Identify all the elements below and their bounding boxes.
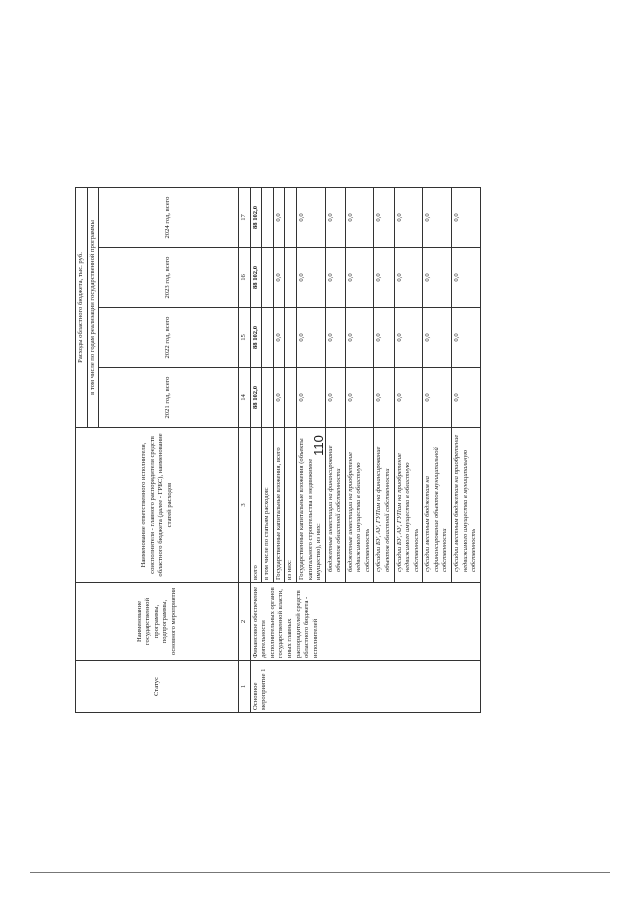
header-2023: 2023 год, всего bbox=[99, 248, 239, 308]
value-2022: 0,0 bbox=[345, 308, 374, 368]
value-2022: 0,0 bbox=[394, 308, 423, 368]
page-number: 110 bbox=[310, 435, 326, 456]
col-number: 16 bbox=[239, 248, 251, 308]
value-2022 bbox=[262, 308, 274, 368]
value-2022: 0,0 bbox=[325, 308, 345, 368]
header-years-sub: в том числе по годам реализации государственной программы bbox=[87, 188, 99, 428]
value-2024: 0,0 bbox=[345, 188, 374, 248]
value-2021 bbox=[285, 368, 297, 428]
row-label: всего bbox=[250, 428, 262, 583]
value-2023: 0,0 bbox=[423, 248, 452, 308]
value-2024: 0,0 bbox=[374, 188, 394, 248]
value-2024 bbox=[262, 188, 274, 248]
value-2024: 0,0 bbox=[423, 188, 452, 248]
program-cell: Финансовое обеспечение деятельности исполнительных органов государственной власти, иных главных распорядителей средств областного бюджета - исполнителей bbox=[250, 583, 480, 661]
value-2021: 0,0 bbox=[296, 368, 325, 428]
value-2021: 0,0 bbox=[423, 368, 452, 428]
value-2021: 0,0 bbox=[325, 368, 345, 428]
value-2023: 0,0 bbox=[273, 248, 285, 308]
row-label: субсидии местным бюджетам на софинансирование объектов муниципальной собственности bbox=[423, 428, 452, 583]
bottom-rule bbox=[30, 872, 610, 873]
value-2024 bbox=[285, 188, 297, 248]
value-2021: 88 102,0 bbox=[250, 368, 262, 428]
value-2021: 0,0 bbox=[273, 368, 285, 428]
row-label: субсидии местным бюджетам на приобретение недвижимого имущества в муниципальную собственность bbox=[451, 428, 480, 583]
row-label: бюджетные инвестиции на приобретение недвижимого имущества в областную собственность bbox=[345, 428, 374, 583]
value-2023: 0,0 bbox=[451, 248, 480, 308]
col-number: 15 bbox=[239, 308, 251, 368]
value-2023: 0,0 bbox=[296, 248, 325, 308]
value-2021: 0,0 bbox=[374, 368, 394, 428]
value-2023: 88 102,0 bbox=[250, 248, 262, 308]
value-2024: 0,0 bbox=[325, 188, 345, 248]
row-label: из них: bbox=[285, 428, 297, 583]
value-2021: 0,0 bbox=[451, 368, 480, 428]
value-2022: 0,0 bbox=[423, 308, 452, 368]
value-2022: 0,0 bbox=[296, 308, 325, 368]
value-2023 bbox=[262, 248, 274, 308]
value-2021: 0,0 bbox=[394, 368, 423, 428]
value-2023: 0,0 bbox=[394, 248, 423, 308]
col-number: 17 bbox=[239, 188, 251, 248]
header-expenses: Расходы областного бюджета, тыс. руб. bbox=[76, 188, 88, 428]
value-2024: 88 102,0 bbox=[250, 188, 262, 248]
budget-table bbox=[75, 187, 481, 713]
header-program-name: Наименование государственной программы, подпрограммы, основного мероприятия bbox=[76, 583, 239, 661]
table-row bbox=[250, 188, 262, 713]
value-2024: 0,0 bbox=[394, 188, 423, 248]
rotated-budget-table-wrapper bbox=[75, 188, 595, 713]
value-2024: 0,0 bbox=[273, 188, 285, 248]
header-status: Статус bbox=[76, 661, 239, 713]
row-label: субсидии БУ, АУ, ГУПам на приобретение недвижимого имущества в областную собственность bbox=[394, 428, 423, 583]
col-number: 3 bbox=[239, 428, 251, 583]
value-2022 bbox=[285, 308, 297, 368]
value-2022: 88 102,0 bbox=[250, 308, 262, 368]
row-label: бюджетные инвестиции на финансирование объектов областной собственности bbox=[325, 428, 345, 583]
value-2023: 0,0 bbox=[325, 248, 345, 308]
value-2023: 0,0 bbox=[374, 248, 394, 308]
value-2022: 0,0 bbox=[374, 308, 394, 368]
row-label: субсидии БУ, АУ, ГУПам на финансирование объектов областной собственности bbox=[374, 428, 394, 583]
value-2023: 0,0 bbox=[345, 248, 374, 308]
col-number: 2 bbox=[239, 583, 251, 661]
header-executor: Наименование ответственного исполнителя, соисполнителя - главного распорядителя средств областного бюджета (далее - ГРБС), наименование статей расходов bbox=[76, 428, 239, 583]
col-number: 1 bbox=[239, 661, 251, 713]
row-label: Государственные капитальные вложения (объекты капитального строительства и недвижимое имущество), из них: bbox=[296, 428, 325, 583]
value-2021 bbox=[262, 368, 274, 428]
header-2022: 2022 год, всего bbox=[99, 308, 239, 368]
value-2022: 0,0 bbox=[451, 308, 480, 368]
col-number: 14 bbox=[239, 368, 251, 428]
status-cell: Основное мероприятие 1 bbox=[250, 661, 480, 713]
header-2024: 2024 год, всего bbox=[99, 188, 239, 248]
value-2024: 0,0 bbox=[451, 188, 480, 248]
value-2023 bbox=[285, 248, 297, 308]
header-2021: 2021 год, всего bbox=[99, 368, 239, 428]
value-2022: 0,0 bbox=[273, 308, 285, 368]
value-2024: 0,0 bbox=[296, 188, 325, 248]
row-label: в том числе по статьям расходов: bbox=[262, 428, 274, 583]
value-2021: 0,0 bbox=[345, 368, 374, 428]
row-label: Государственные капитальные вложения, всего bbox=[273, 428, 285, 583]
